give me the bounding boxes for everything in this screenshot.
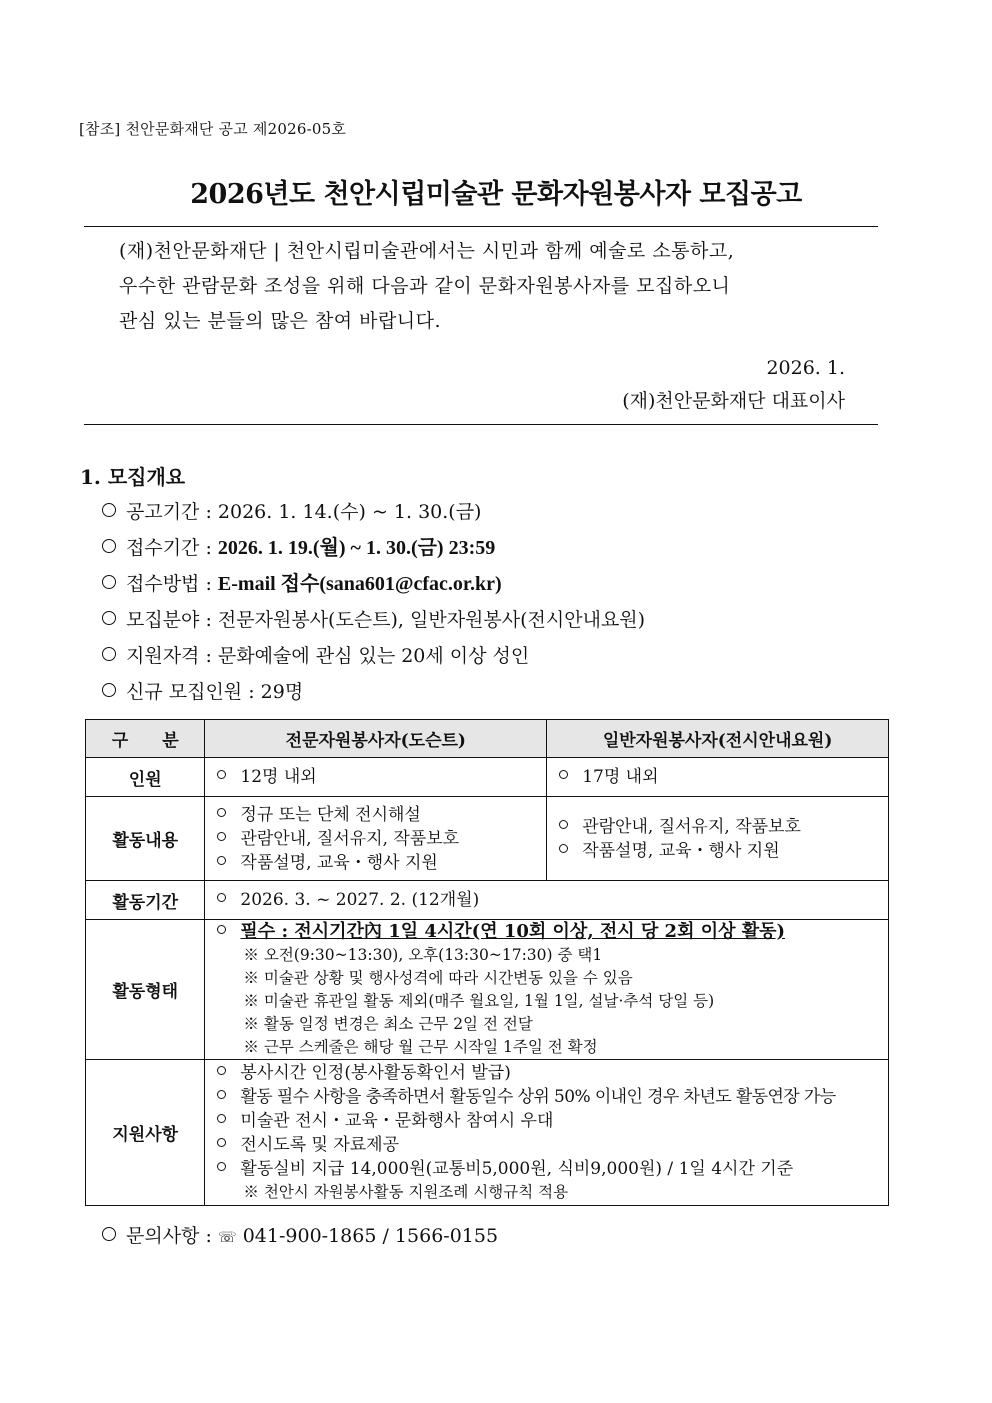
circle-bullet-icon	[217, 808, 226, 817]
notice-date: 2026. 1.	[766, 357, 845, 379]
row-label: 활동내용	[86, 797, 205, 881]
list-item: 접수방법 : E-mail 접수(sana601@cfac.or.kr)	[102, 568, 645, 604]
item-value: 문화예술에 관심 있는 20세 이상 성인	[217, 645, 530, 667]
circle-bullet-icon	[102, 683, 116, 697]
circle-bullet-icon	[102, 539, 116, 553]
circle-bullet-icon	[559, 844, 568, 853]
item-value: 2026. 1. 14.(수) ~ 1. 30.(금)	[217, 501, 482, 523]
note: ※ 미술관 휴관일 활동 제외(매주 월요일, 1월 1일, 설날·추석 당일 등)	[243, 992, 715, 1010]
circle-bullet-icon	[559, 770, 568, 779]
intro-line: 우수한 관람문화 조성을 위해 다음과 같이 문화자원봉사자를 모집하오니	[119, 275, 731, 297]
overview-list	[102, 496, 645, 712]
circle-bullet-icon	[217, 925, 226, 934]
circle-bullet-icon	[102, 647, 116, 661]
item-label: 접수방법	[126, 573, 200, 595]
issuer: (재)천안문화재단 대표이사	[622, 390, 845, 412]
row-label: 활동형태	[86, 920, 205, 1060]
circle-bullet-icon	[217, 893, 226, 902]
table-row	[86, 881, 889, 920]
table-cell: 2026. 3. ~ 2027. 2. (12개월)	[205, 881, 889, 920]
circle-bullet-icon	[217, 1138, 226, 1147]
table-cell: 관람안내, 질서유지, 작품보호 작품설명, 교육・행사 지원	[547, 797, 889, 881]
intro-paragraph	[119, 234, 859, 339]
note: ※ 미술관 상황 및 행사성격에 따라 시간변동 있을 수 있음	[243, 969, 633, 987]
item-label: 신규 모집인원	[126, 681, 243, 703]
table-row	[86, 1060, 889, 1206]
intro-line: 관심 있는 분들의 많은 참여 바랍니다.	[119, 310, 442, 332]
divider-bottom	[84, 424, 878, 425]
required-condition: 필수 : 전시기간內 1일 4시간(연 10회 이상, 전시 당 2회 이상 활동)	[240, 921, 786, 942]
circle-bullet-icon	[102, 503, 116, 517]
reference-number: [참조] 천안문화재단 공고 제2026-05호	[79, 120, 347, 138]
circle-bullet-icon	[102, 611, 116, 625]
column-header: 전문자원봉사자(도슨트)	[205, 720, 547, 758]
circle-bullet-icon	[102, 575, 116, 589]
circle-bullet-icon	[559, 820, 568, 829]
table-header-row	[86, 720, 889, 758]
item-label: 모집분야	[126, 609, 200, 631]
divider-top	[84, 226, 878, 227]
row-label: 인원	[86, 758, 205, 797]
phone-icon: ☏	[217, 1228, 237, 1246]
table-cell: 봉사시간 인정(봉사활동확인서 발급) 활동 필수 사항을 충족하면서 활동일수 상위 50% 이내인 경우 차년도 활동연장 가능 미술관 전시・교육・문화행사 참여시 우대 전시도록 및 자료제공 활동실비 지급 14,000원(교통비5,000원, 식비9,000원) / 1일 4시간 기준 ※ 천안시 자원봉사활동 지원조례 시행규칙 적용	[205, 1060, 889, 1206]
table-row	[86, 797, 889, 881]
circle-bullet-icon	[102, 1227, 116, 1241]
table-cell: 17명 내외	[547, 758, 889, 797]
circle-bullet-icon	[217, 856, 226, 865]
list-item: 신규 모집인원 : 29명	[102, 676, 645, 712]
recruitment-table	[85, 719, 889, 1206]
item-label: 접수기간	[126, 537, 200, 559]
section-heading: 1. 모집개요	[80, 465, 186, 489]
circle-bullet-icon	[217, 1114, 226, 1123]
list-item: 접수기간 : 2026. 1. 19.(월) ~ 1. 30.(금) 23:59	[102, 532, 645, 568]
contact-label: 문의사항	[126, 1225, 200, 1247]
row-label: 지원사항	[86, 1060, 205, 1206]
circle-bullet-icon	[217, 770, 226, 779]
row-label: 활동기간	[86, 881, 205, 920]
page-title: 2026년도 천안시립미술관 문화자원봉사자 모집공고	[190, 179, 802, 210]
item-value: 29명	[260, 681, 304, 703]
intro-line: (재)천안문화재단 | 천안시립미술관에서는 시민과 함께 예술로 소통하고,	[119, 240, 735, 262]
contact-line: 문의사항 : ☏ 041-900-1865 / 1566-0155	[102, 1221, 498, 1248]
phone-numbers: 041-900-1865 / 1566-0155	[242, 1225, 499, 1247]
list-item: 공고기간 : 2026. 1. 14.(수) ~ 1. 30.(금)	[102, 496, 645, 532]
item-value: 전문자원봉사(도슨트), 일반자원봉사(전시안내요원)	[217, 609, 646, 631]
list-item: 지원자격 : 문화예술에 관심 있는 20세 이상 성인	[102, 640, 645, 676]
item-label: 공고기간	[126, 501, 200, 523]
table-cell	[205, 920, 889, 1060]
email-value: E-mail 접수(sana601@cfac.or.kr)	[217, 573, 502, 595]
circle-bullet-icon	[217, 1162, 226, 1171]
table-row	[86, 920, 889, 1060]
note: ※ 오전(9:30~13:30), 오후(13:30~17:30) 중 택1	[243, 946, 603, 964]
table-cell: 12명 내외	[205, 758, 547, 797]
table-row	[86, 758, 889, 797]
note: ※ 근무 스케줄은 해당 월 근무 시작일 1주일 전 확정	[243, 1038, 598, 1056]
note: ※ 천안시 자원봉사활동 지원조례 시행규칙 적용	[243, 1183, 569, 1201]
circle-bullet-icon	[217, 832, 226, 841]
item-label: 지원자격	[126, 645, 200, 667]
circle-bullet-icon	[217, 1066, 226, 1075]
note: ※ 활동 일정 변경은 최소 근무 2일 전 전달	[243, 1015, 533, 1033]
circle-bullet-icon	[217, 1090, 226, 1099]
column-header: 일반자원봉사자(전시안내요원)	[547, 720, 889, 758]
table-cell: 정규 또는 단체 전시해설 관람안내, 질서유지, 작품보호 작품설명, 교육・행사 지원	[205, 797, 547, 881]
column-header: 구 분	[86, 720, 205, 758]
list-item: 모집분야 : 전문자원봉사(도슨트), 일반자원봉사(전시안내요원)	[102, 604, 645, 640]
item-value: 2026. 1. 19.(월) ~ 1. 30.(금) 23:59	[217, 537, 496, 559]
